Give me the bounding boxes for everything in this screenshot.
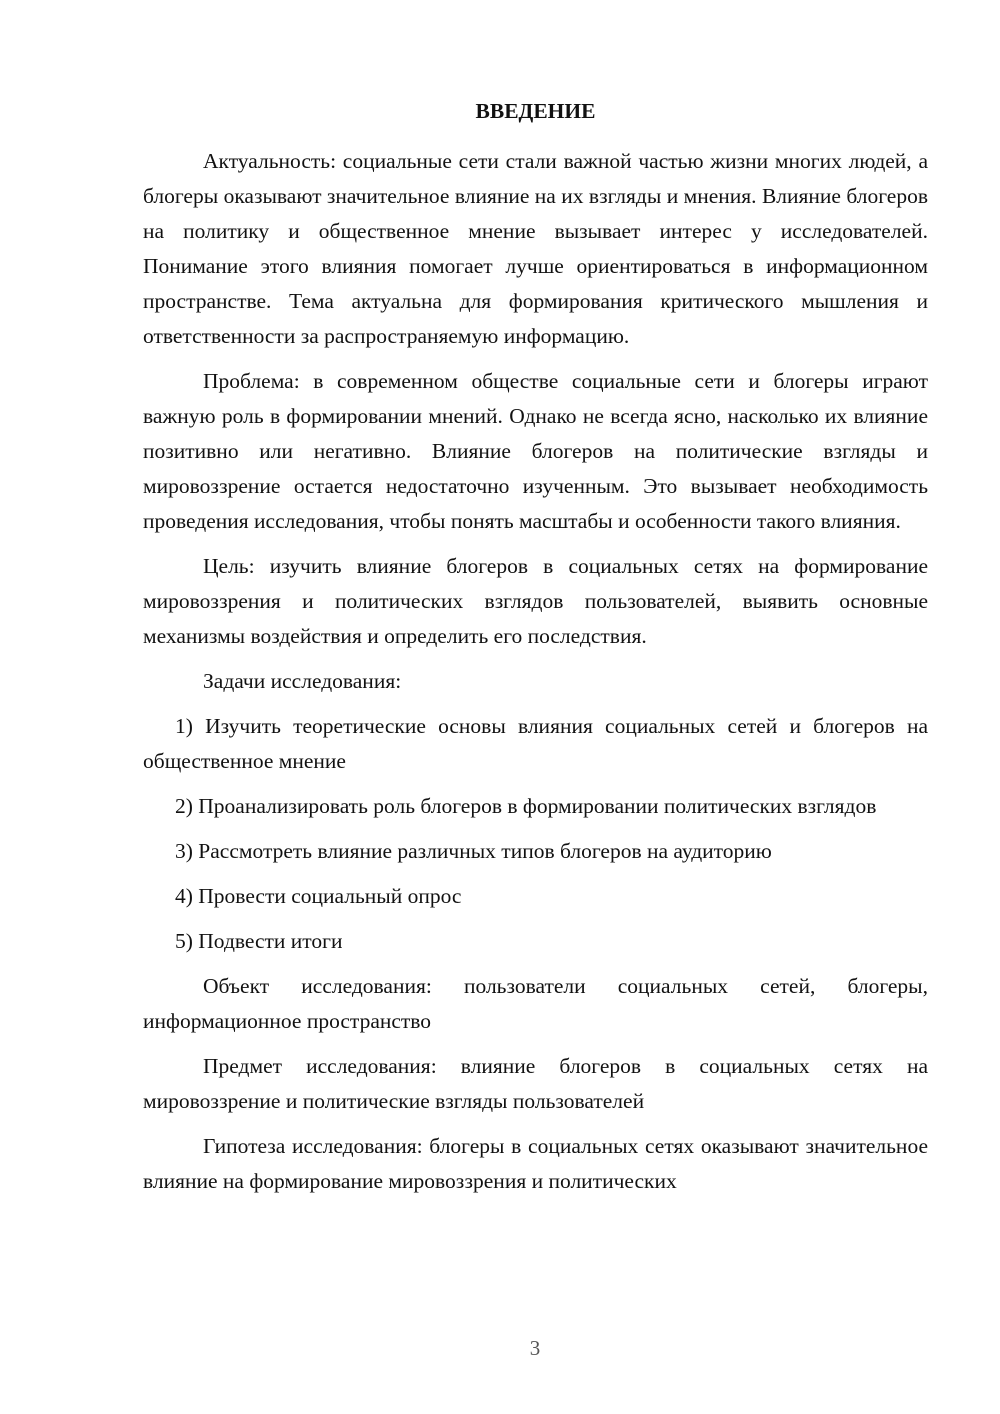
problem-paragraph: Проблема: в современном обществе социальные сети и блогеры играют важную роль в формировании мнений. Однако не всегда ясно, насколько их влияние позитивно или негативно. Влияние блогеров на политические взгляды и мировоззрение остается недостаточно изученным. Это вызывает необходимость проведения исследования, чтобы понять масштабы и особенности такого влияния. [143,369,928,533]
page-title: ВВЕДЕНИЕ [475,99,596,123]
tasks-heading: Задачи исследования: [203,669,402,693]
task-item-1: 1) Изучить теоретические основы влияния социальных сетей и блогеров на общественное мнение [143,714,928,773]
relevance-paragraph: Актуальность: социальные сети стали важной частью жизни многих людей, а блогеры оказывают значительное влияние на их взгляды и мнения. Влияние блогеров на политику и общественное мнение вызывает интерес у исследователей. Понимание этого влияния помогает лучше ориентироваться в информационном пространстве. Тема актуальна для формирования критического мышления и ответственности за распространяемую информацию. [143,149,928,348]
page-number: 3 [529,1336,541,1360]
task-item-2: 2) Проанализировать роль блогеров в формировании политических взглядов [175,794,877,818]
task-item-3: 3) Рассмотреть влияние различных типов блогеров на аудиторию [175,839,772,863]
goal-paragraph: Цель: изучить влияние блогеров в социальных сетях на формирование мировоззрения и политических взглядов пользователей, выявить основные механизмы воздействия и определить его последствия. [143,554,928,648]
task-item-5: 5) Подвести итоги [175,929,343,953]
page-content [143,96,928,1209]
object-paragraph: Объект исследования: пользователи социальных сетей, блогеры, информационное пространство [143,974,928,1033]
task-item-4: 4) Провести социальный опрос [175,884,462,908]
subject-paragraph: Предмет исследования: влияние блогеров в социальных сетях на мировоззрение и политические взгляды пользователей [143,1054,928,1113]
hypothesis-paragraph: Гипотеза исследования: блогеры в социальных сетях оказывают значительное влияние на формирование мировоззрения и политических [143,1134,928,1193]
